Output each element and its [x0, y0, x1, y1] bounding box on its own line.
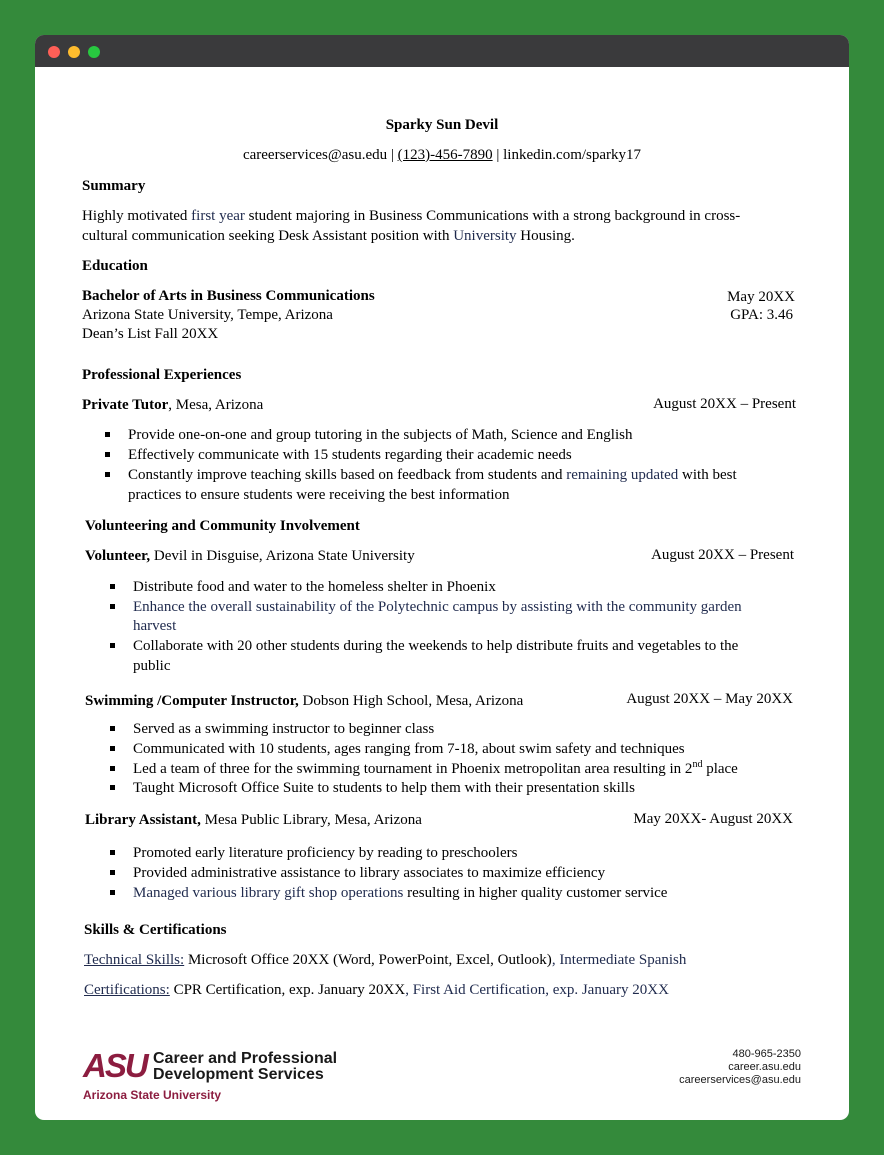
professional-heading: Professional Experiences [82, 367, 242, 383]
contact-separator: | [492, 147, 504, 163]
browser-window [35, 35, 849, 1120]
job-dates: August 20XX – May 20XX [626, 691, 793, 707]
footer-website[interactable]: career.asu.edu [728, 1061, 801, 1073]
contact-linkedin[interactable]: linkedin.com/sparky17 [503, 147, 642, 163]
honors: Dean’s List Fall 20XX [82, 326, 219, 342]
school-name: Arizona State University, Tempe, Arizona [82, 307, 333, 323]
bullet-icon [110, 726, 115, 731]
summary-line-2: cultural communication seeking Desk Assistant position with University Housing. [82, 228, 575, 244]
bullet-icon [110, 604, 115, 609]
dept-name-line-1: Career and Professional [153, 1050, 338, 1067]
job-dates: May 20XX- August 20XX [633, 811, 793, 827]
summary-line-1: Highly motivated first year student majoring in Business Communications with a strong background in cross- [82, 208, 741, 224]
bullet-icon [110, 850, 115, 855]
bullet-icon [105, 452, 110, 457]
bullet-text: Promoted early literature proficiency by reading to preschoolers [133, 845, 518, 861]
volunteering-heading: Volunteering and Community Involvement [85, 518, 360, 534]
bullet-text-continued: public [133, 658, 171, 674]
bullet-text: Provided administrative assistance to library associates to maximize efficiency [133, 865, 606, 881]
bullet-text: Managed various library gift shop operations resulting in higher quality customer service [133, 885, 668, 901]
job-title-line: Swimming /Computer Instructor, Dobson High School, Mesa, Arizona [85, 693, 524, 709]
contact-email[interactable]: careerservices@asu.edu [242, 147, 388, 163]
bullet-icon [110, 746, 115, 751]
bullet-text: Provide one-on-one and group tutoring in the subjects of Math, Science and English [128, 427, 633, 443]
bullet-text: Distribute food and water to the homeless shelter in Phoenix [133, 579, 496, 595]
summary-heading: Summary [82, 178, 146, 194]
bullet-icon [110, 766, 115, 771]
job-title-line: Private Tutor, Mesa, Arizona [82, 397, 264, 413]
bullet-text: Enhance the overall sustainability of the Polytechnic campus by assisting with the community garden [133, 599, 742, 615]
bullet-text-continued: harvest [133, 618, 177, 634]
dept-name-line-2: Development Services [153, 1066, 324, 1083]
bullet-icon [105, 432, 110, 437]
degree-title: Bachelor of Arts in Business Communications [82, 288, 375, 304]
resume-name: Sparky Sun Devil [385, 117, 499, 133]
bullet-text-continued: practices to ensure students were receiving the best information [128, 487, 510, 503]
education-heading: Education [82, 258, 148, 274]
contact-separator: | [387, 147, 398, 163]
bullet-icon [110, 584, 115, 589]
bullet-text: Effectively communicate with 15 students regarding their academic needs [128, 447, 572, 463]
bullet-text: Collaborate with 20 other students during the weekends to help distribute fruits and vegetables to the [133, 638, 739, 654]
job-dates: August 20XX – Present [653, 396, 796, 412]
bullet-icon [105, 472, 110, 477]
bullet-icon [110, 890, 115, 895]
footer-phone: 480-965-2350 [732, 1048, 801, 1060]
contact-line [35, 145, 849, 165]
university-name: Arizona State University [83, 1088, 222, 1102]
footer-email[interactable]: careerservices@asu.edu [679, 1074, 801, 1086]
skills-heading: Skills & Certifications [84, 922, 227, 938]
degree-date: May 20XX [727, 289, 795, 305]
contact-phone[interactable]: (123)-456-7890 [397, 147, 493, 163]
gpa: GPA: 3.46 [730, 307, 793, 323]
job-dates: August 20XX – Present [651, 547, 794, 563]
bullet-text: Served as a swimming instructor to beginner class [133, 721, 435, 737]
bullet-icon [110, 643, 115, 648]
asu-logo: ASU [83, 1047, 147, 1084]
job-title-line: Library Assistant, Mesa Public Library, Mesa, Arizona [85, 812, 422, 828]
bullet-icon [110, 870, 115, 875]
certifications-line: Certifications: CPR Certification, exp. January 20XX, First Aid Certification, exp. January 20XX [84, 982, 669, 998]
bullet-icon [110, 785, 115, 790]
resume-document [35, 35, 849, 1120]
bullet-text: Taught Microsoft Office Suite to students to help them with their presentation skills [133, 780, 635, 796]
bullet-text: Led a team of three for the swimming tournament in Phoenix metropolitan area resulting in 2nd place [133, 759, 738, 777]
bullet-text: Constantly improve teaching skills based on feedback from students and remaining updated with best [128, 467, 737, 483]
job-title-line: Volunteer, Devil in Disguise, Arizona State University [85, 548, 415, 564]
bullet-text: Communicated with 10 students, ages ranging from 7-18, about swim safety and techniques [133, 741, 685, 757]
technical-skills-line: Technical Skills: Microsoft Office 20XX (Word, PowerPoint, Excel, Outlook), Intermediate Spanish [84, 952, 687, 968]
